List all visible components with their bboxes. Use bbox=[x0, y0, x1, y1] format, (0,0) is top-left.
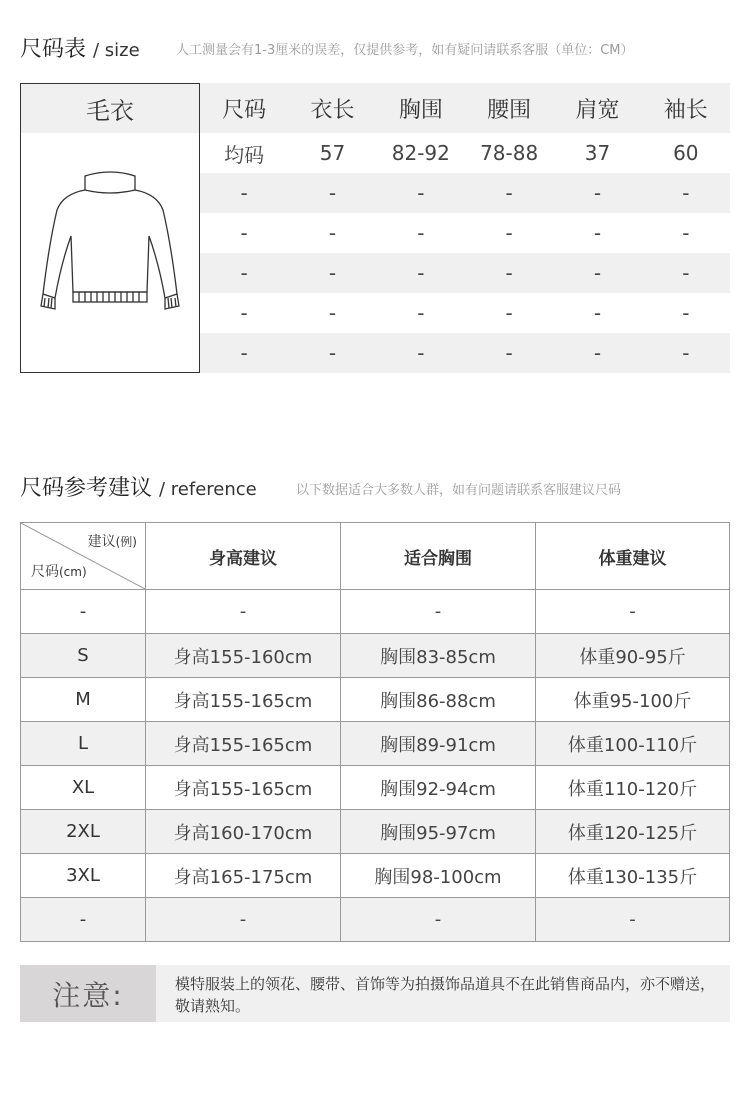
size-cell: - bbox=[240, 261, 248, 285]
notice-label: 注意: bbox=[20, 965, 156, 1022]
table-row bbox=[200, 133, 730, 173]
height-cell: 身高165-175cm bbox=[146, 854, 341, 898]
notice-text: 模特服装上的领花、腰带、首饰等为拍摄饰品道具不在此销售商品内，亦不赠送，敬请熟知。 bbox=[175, 975, 716, 1015]
bust-cell: 胸围95-97cm bbox=[341, 810, 536, 854]
length-cell: - bbox=[328, 221, 337, 245]
bust-cell: - bbox=[341, 590, 536, 634]
reference-section-title bbox=[20, 471, 257, 502]
size-cell: - bbox=[240, 341, 248, 365]
shoulder-cell: - bbox=[593, 221, 602, 245]
weight-cell: - bbox=[536, 590, 730, 634]
shoulder-cell: - bbox=[593, 341, 602, 365]
size-table bbox=[200, 83, 730, 373]
table-row bbox=[21, 766, 730, 810]
corner-bottom-label: 尺码(cm) bbox=[31, 564, 87, 580]
table-row bbox=[21, 854, 730, 898]
waist-cell: - bbox=[505, 301, 513, 325]
size-cell: 3XL bbox=[21, 854, 146, 898]
shoulder-cell: - bbox=[593, 301, 602, 325]
size-cell: XL bbox=[21, 766, 146, 810]
size-cell: M bbox=[21, 678, 146, 722]
waist-cell: - bbox=[505, 181, 513, 205]
reference-table bbox=[20, 522, 730, 942]
size-table-header bbox=[200, 83, 730, 133]
reference-title-sub: / reference bbox=[159, 479, 257, 500]
bust-cell: - bbox=[417, 181, 425, 205]
size-cell: L bbox=[21, 722, 146, 766]
table-row bbox=[21, 722, 730, 766]
waist-cell: 78-88 bbox=[480, 141, 539, 165]
weight-cell: - bbox=[536, 898, 730, 942]
corner-top-label: 建议(例) bbox=[87, 534, 137, 550]
bust-cell: - bbox=[417, 221, 425, 245]
size-cell: 均码 bbox=[224, 142, 265, 167]
size-cell: S bbox=[21, 634, 146, 678]
bust-cell: 胸围98-100cm bbox=[341, 854, 536, 898]
table-row bbox=[21, 678, 730, 722]
length-cell: 57 bbox=[319, 141, 346, 165]
weight-cell: 体重90-95斤 bbox=[536, 634, 730, 678]
weight-cell: 体重95-100斤 bbox=[536, 678, 730, 722]
waist-cell: - bbox=[505, 341, 513, 365]
notice-box bbox=[20, 965, 730, 1022]
weight-cell: 体重120-125斤 bbox=[536, 810, 730, 854]
length-cell: - bbox=[328, 341, 337, 365]
bust-cell: - bbox=[341, 898, 536, 942]
height-cell: 身高160-170cm bbox=[146, 810, 341, 854]
table-row bbox=[21, 634, 730, 678]
size-cell: - bbox=[240, 221, 248, 245]
bust-cell: - bbox=[417, 301, 425, 325]
sleeve-cell: - bbox=[682, 261, 690, 285]
header-cell: 腰围 bbox=[487, 97, 532, 123]
height-cell: - bbox=[146, 590, 341, 634]
reference-section-note: 以下数据适合大多数人群，如有问题请联系客服建议尺码 bbox=[296, 483, 622, 498]
header-cell: 胸围 bbox=[398, 97, 443, 123]
size-section-title bbox=[20, 32, 140, 63]
size-section-note: 人工测量会有1-3厘米的误差，仅提供参考，如有疑问请联系客服（单位：CM） bbox=[176, 43, 634, 58]
header-bust: 适合胸围 bbox=[341, 523, 536, 590]
size-title-text: 尺码表 bbox=[20, 37, 87, 62]
height-cell: 身高155-165cm bbox=[146, 722, 341, 766]
sweater-icon bbox=[35, 164, 185, 324]
bust-cell: 胸围89-91cm bbox=[341, 722, 536, 766]
size-cell: - bbox=[21, 898, 146, 942]
bust-cell: 胸围92-94cm bbox=[341, 766, 536, 810]
bust-cell: 胸围83-85cm bbox=[341, 634, 536, 678]
header-cell: 衣长 bbox=[310, 97, 355, 123]
table-row bbox=[200, 293, 730, 333]
bust-cell: 胸围86-88cm bbox=[341, 678, 536, 722]
sleeve-cell: - bbox=[682, 341, 690, 365]
weight-cell: 体重100-110斤 bbox=[536, 722, 730, 766]
size-cell: 2XL bbox=[21, 810, 146, 854]
height-cell: 身高155-165cm bbox=[146, 766, 341, 810]
shoulder-cell: 37 bbox=[584, 141, 611, 165]
table-row bbox=[200, 173, 730, 213]
sleeve-cell: - bbox=[682, 301, 690, 325]
length-cell: - bbox=[328, 301, 337, 325]
size-cell: - bbox=[240, 301, 248, 325]
bust-cell: - bbox=[417, 261, 425, 285]
table-row bbox=[21, 810, 730, 854]
sleeve-cell: 60 bbox=[673, 141, 699, 165]
table-row bbox=[21, 898, 730, 942]
sleeve-cell: - bbox=[682, 221, 690, 245]
shoulder-cell: - bbox=[593, 181, 602, 205]
header-height: 身高建议 bbox=[146, 523, 341, 590]
size-cell: - bbox=[240, 181, 248, 205]
sleeve-cell: - bbox=[682, 181, 690, 205]
header-cell: 尺码 bbox=[222, 97, 267, 123]
garment-label: 毛衣 bbox=[21, 84, 199, 133]
header-cell: 肩宽 bbox=[575, 97, 620, 123]
weight-cell: 体重110-120斤 bbox=[536, 766, 730, 810]
waist-cell: - bbox=[505, 261, 513, 285]
length-cell: - bbox=[328, 181, 337, 205]
table-row bbox=[200, 213, 730, 253]
corner-cell bbox=[21, 523, 146, 590]
shoulder-cell: - bbox=[593, 261, 602, 285]
table-row bbox=[21, 590, 730, 634]
size-cell: - bbox=[21, 590, 146, 634]
garment-box bbox=[20, 83, 200, 373]
height-cell: 身高155-160cm bbox=[146, 634, 341, 678]
table-row bbox=[200, 333, 730, 373]
waist-cell: - bbox=[505, 221, 513, 245]
weight-cell: 体重130-135斤 bbox=[536, 854, 730, 898]
reference-title-text: 尺码参考建议 bbox=[20, 476, 153, 501]
reference-header-row bbox=[21, 523, 730, 590]
height-cell: 身高155-165cm bbox=[146, 678, 341, 722]
header-cell: 袖长 bbox=[663, 97, 708, 123]
table-row bbox=[200, 253, 730, 293]
height-cell: - bbox=[146, 898, 341, 942]
bust-cell: 82-92 bbox=[391, 141, 450, 165]
length-cell: - bbox=[328, 261, 337, 285]
bust-cell: - bbox=[417, 341, 425, 365]
size-title-sub: / size bbox=[93, 40, 140, 61]
header-weight: 体重建议 bbox=[536, 523, 730, 590]
